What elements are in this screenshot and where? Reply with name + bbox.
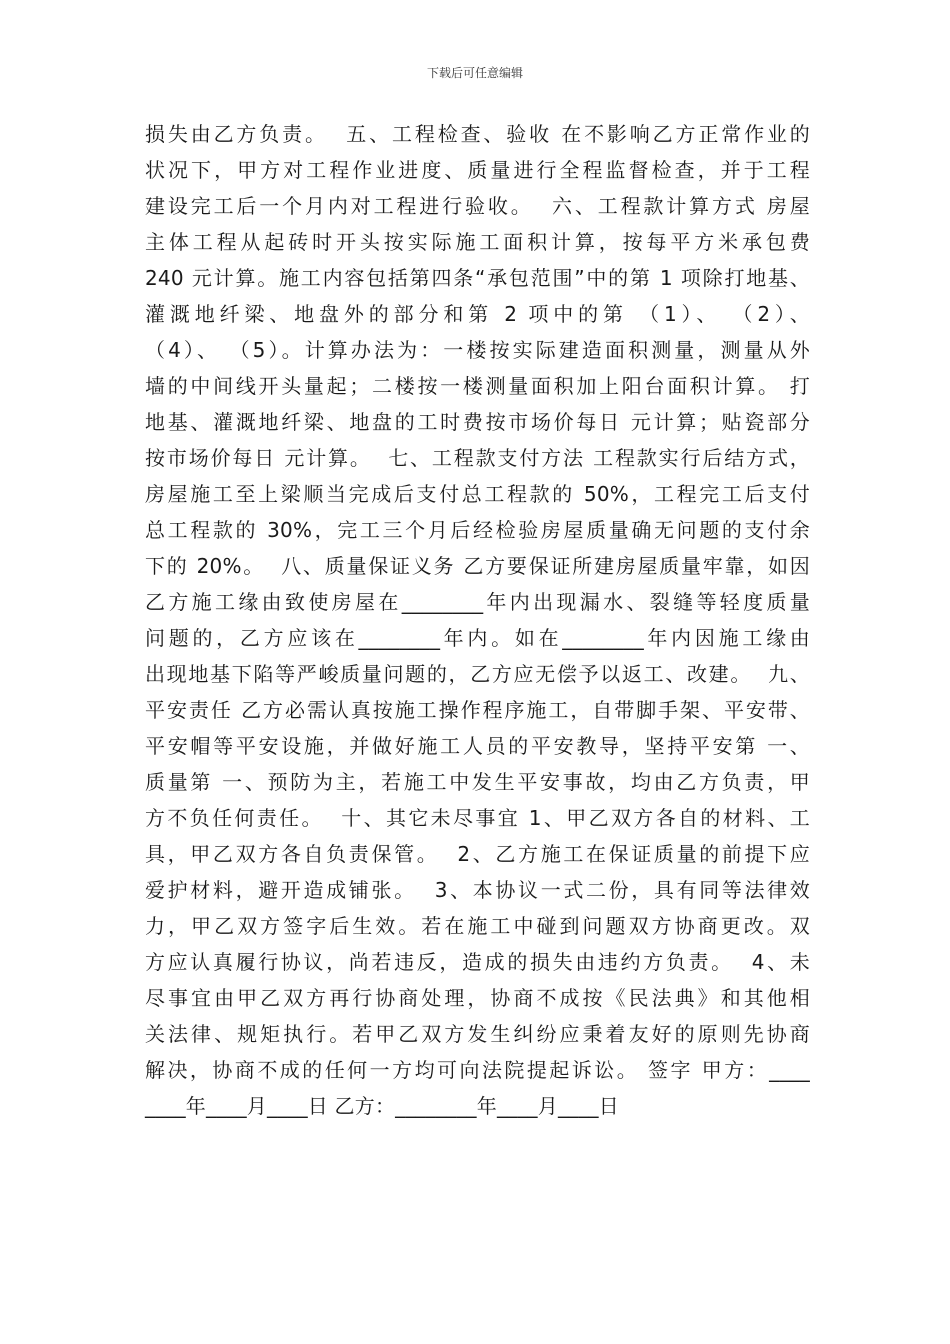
paragraph-line: 按市场价每日 元计算。 七、工程款支付方法 工程款实行后结方式， [145, 446, 810, 470]
paragraph-line: 爱护材料，避开造成铺张。 3、本协议一式二份，具有同等法律效 [145, 878, 810, 902]
paragraph-line: 力，甲乙双方签字后生效。若在施工中碰到问题双方协商更改。双 [145, 914, 810, 938]
paragraph-line: 墙的中间线开头量起；二楼按一楼测量面积加上阳台面积计算。 打 [145, 374, 810, 398]
paragraph-line: 具，甲乙双方各自负责保管。 2、乙方施工在保证质量的前提下应 [145, 842, 810, 866]
paragraph-line: 地基、灌溉地纤梁、地盘的工时费按市场价每日 元计算；贴瓷部分 [145, 410, 810, 434]
signature-date-line: ____年____月____日 乙方：________年____月____日 [145, 1094, 619, 1118]
paragraph-line: 平安帽等平安设施，并做好施工人员的平安教导，坚持平安第 一、 [145, 734, 810, 758]
paragraph-line: 下的 20%。 八、质量保证义务 乙方要保证所建房屋质量牢靠，如因 [145, 554, 810, 578]
paragraph-line: 尽事宜由甲乙双方再行协商处理，协商不成按《民法典》和其他相 [145, 986, 810, 1010]
paragraph-line: 质量第 一、预防为主，若施工中发生平安事故，均由乙方负责，甲 [145, 770, 810, 794]
paragraph-line: （4）、 （5）。计算办法为：一楼按实际建造面积测量，测量从外 [145, 338, 810, 362]
paragraph-line: 关法律、规矩执行。若甲乙双方发生纠纷应秉着友好的原则先协商 [145, 1022, 810, 1046]
paragraph-line: 总工程款的 30%，完工三个月后经检验房屋质量确无问题的支付余 [145, 518, 810, 542]
paragraph-line: 平安责任 乙方必需认真按施工操作程序施工，自带脚手架、平安带、 [145, 698, 810, 722]
paragraph-line: 灌溉地纤梁、地盘外的部分和第 2 项中的第 （1）、 （2）、 [145, 302, 810, 326]
paragraph-line: 房屋施工至上梁顺当完成后支付总工程款的 50%，工程完工后支付 [145, 482, 810, 506]
paragraph-line: 240 元计算。施工内容包括第四条“承包范围”中的第 1 项除打地基、 [145, 266, 810, 290]
page-header: 下载后可任意编辑 [426, 66, 523, 80]
paragraph-line: 方不负任何责任。 十、其它未尽事宜 1、甲乙双方各自的材料、工 [145, 806, 810, 830]
paragraph-line: 方应认真履行协议，尚若违反，造成的损失由违约方负责。 4、未 [145, 950, 810, 974]
paragraph-line: 乙方施工缘由致使房屋在________年内出现漏水、裂缝等轻度质量 [145, 590, 810, 614]
paragraph-line: 出现地基下陷等严峻质量问题的，乙方应无偿予以返工、改建。 九、 [145, 662, 810, 686]
document-body [145, 116, 810, 1124]
paragraph-line: 解决，协商不成的任何一方均可向法院提起诉讼。 签字 甲方：____ [145, 1058, 810, 1082]
paragraph-line: 主体工程从起砖时开头按实际施工面积计算，按每平方米承包费 [145, 230, 810, 254]
paragraph-line: 建设完工后一个月内对工程进行验收。 六、工程款计算方式 房屋 [145, 194, 810, 218]
paragraph-line: 损失由乙方负责。 五、工程检查、验收 在不影响乙方正常作业的 [145, 122, 810, 146]
paragraph-line: 状况下，甲方对工程作业进度、质量进行全程监督检查，并于工程 [145, 158, 810, 182]
paragraph-line: 问题的，乙方应该在________年内。如在________年内因施工缘由 [145, 626, 810, 650]
